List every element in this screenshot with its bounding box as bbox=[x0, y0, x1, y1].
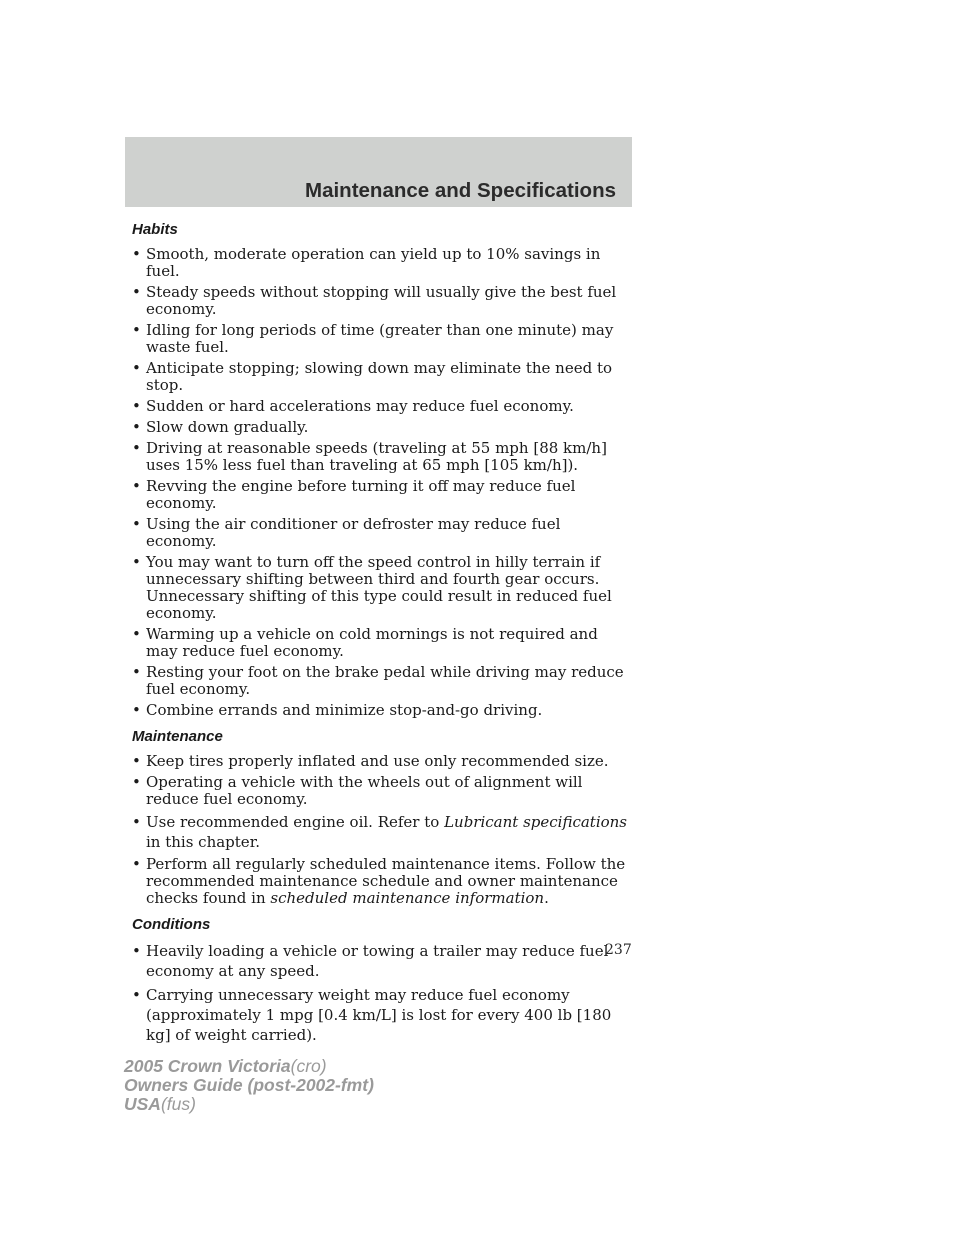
list-item: • Idling for long periods of time (greater than one minute) may waste fuel. bbox=[132, 321, 614, 356]
list-item: • Keep tires properly inflated and use only recommended size. bbox=[132, 752, 609, 770]
list-item: • Warming up a vehicle on cold mornings is not required and may reduce fuel economy. bbox=[132, 625, 598, 660]
bullet-icon: • bbox=[132, 418, 141, 436]
bullet-icon: • bbox=[132, 855, 141, 873]
page-content bbox=[132, 220, 632, 1049]
habits-list bbox=[132, 246, 632, 719]
list-item: • Combine errands and minimize stop-and-go driving. bbox=[132, 701, 543, 719]
bullet-icon: • bbox=[132, 397, 141, 415]
section-heading-habits: Habits bbox=[132, 221, 178, 238]
list-item: • Slow down gradually. bbox=[132, 418, 309, 436]
list-item: • Heavily loading a vehicle or towing a trailer may reduce fuel economy at any speed. bbox=[132, 942, 609, 980]
list-item: • Driving at reasonable speeds (traveling at 55 mph [88 km/h] uses 15% less fuel than traveling at 65 mph [105 km/h]). bbox=[132, 439, 607, 474]
bullet-icon: • bbox=[132, 663, 141, 681]
maintenance-list bbox=[132, 753, 632, 907]
list-item: • Resting your foot on the brake pedal while driving may reduce fuel economy. bbox=[132, 663, 624, 698]
list-item: • Operating a vehicle with the wheels out of alignment will reduce fuel economy. bbox=[132, 773, 583, 808]
bullet-icon: • bbox=[132, 942, 141, 960]
footer-line-guide: Owners Guide (post-2002-fmt) bbox=[124, 1075, 374, 1095]
lubricant-specifications-reference: Lubricant specifications bbox=[444, 813, 628, 831]
list-item: • Use recommended engine oil. Refer to Lubricant specifications in this chapter. bbox=[132, 813, 628, 851]
bullet-icon: • bbox=[132, 701, 141, 719]
bullet-icon: • bbox=[132, 439, 141, 457]
bullet-icon: • bbox=[132, 359, 141, 377]
page-number: 237 bbox=[605, 942, 632, 958]
list-item: • Smooth, moderate operation can yield up to 10% savings in fuel. bbox=[132, 245, 601, 280]
bullet-icon: • bbox=[132, 986, 141, 1004]
page-header-title: Maintenance and Specifications bbox=[305, 179, 616, 202]
list-item: • Sudden or hard accelerations may reduce fuel economy. bbox=[132, 397, 574, 415]
document-footer bbox=[124, 1057, 374, 1114]
bullet-icon: • bbox=[132, 752, 141, 770]
scheduled-maintenance-reference: scheduled maintenance information bbox=[270, 889, 545, 907]
list-item: • Carrying unnecessary weight may reduce fuel economy (approximately 1 mpg [0.4 km/L] is lost for every 400 lb [180 kg] of weight carried). bbox=[132, 986, 612, 1044]
bullet-icon: • bbox=[132, 515, 141, 533]
bullet-icon: • bbox=[132, 773, 141, 791]
bullet-icon: • bbox=[132, 245, 141, 263]
bullet-icon: • bbox=[132, 283, 141, 301]
bullet-icon: • bbox=[132, 321, 141, 339]
list-item: • Perform all regularly scheduled maintenance items. Follow the recommended maintenance schedule and owner maintenance checks found in scheduled maintenance information. bbox=[132, 855, 626, 907]
bullet-icon: • bbox=[132, 553, 141, 571]
list-item: • Anticipate stopping; slowing down may eliminate the need to stop. bbox=[132, 359, 613, 394]
bullet-icon: • bbox=[132, 625, 141, 643]
header-band bbox=[125, 137, 632, 207]
list-item: • Using the air conditioner or defroster may reduce fuel economy. bbox=[132, 515, 561, 550]
section-heading-conditions: Conditions bbox=[132, 916, 211, 933]
list-item: • You may want to turn off the speed control in hilly terrain if unnecessary shifting between third and fourth gear occurs. Unnecessary shifting of this type could result in reduced fuel economy. bbox=[132, 553, 612, 622]
list-item: • Steady speeds without stopping will usually give the best fuel economy. bbox=[132, 283, 617, 318]
bullet-icon: • bbox=[132, 477, 141, 495]
conditions-list bbox=[132, 941, 632, 1045]
footer-line-model: 2005 Crown Victoria(cro) bbox=[124, 1056, 327, 1076]
bullet-icon: • bbox=[132, 813, 141, 831]
section-heading-maintenance: Maintenance bbox=[132, 728, 223, 745]
list-item: • Revving the engine before turning it off may reduce fuel economy. bbox=[132, 477, 576, 512]
footer-line-region: USA(fus) bbox=[124, 1094, 196, 1114]
